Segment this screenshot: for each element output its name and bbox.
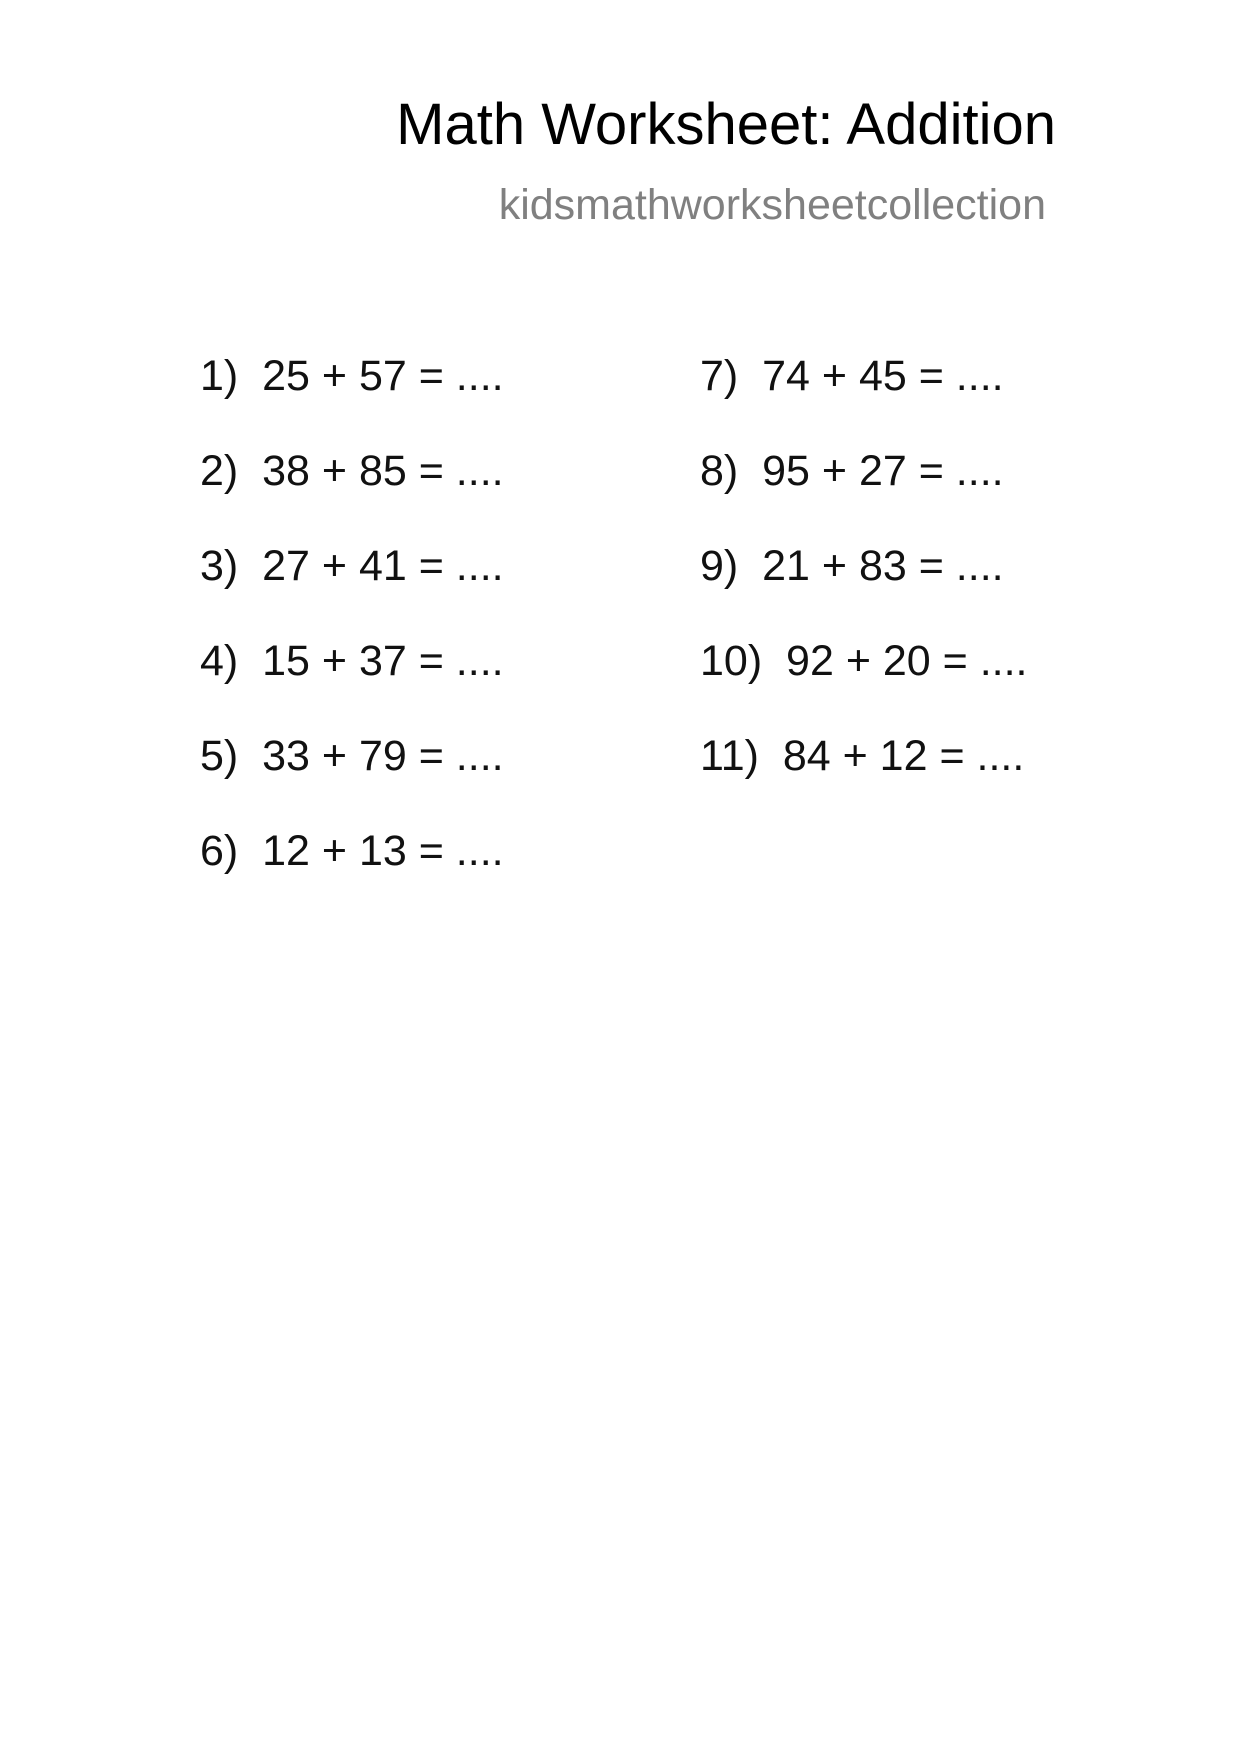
problem-item: 1) 25 + 57 = ....: [200, 352, 504, 400]
problem-item: 3) 27 + 41 = ....: [200, 542, 504, 590]
problem-column-right: [700, 352, 1028, 830]
problem-item: 8) 95 + 27 = ....: [700, 447, 1004, 495]
problem-item: 6) 12 + 13 = ....: [200, 827, 504, 875]
worksheet-source: kidsmathworksheetcollection: [498, 181, 1046, 229]
worksheet-title: Math Worksheet: Addition: [396, 92, 1056, 157]
problem-item: 5) 33 + 79 = ....: [200, 732, 504, 780]
problem-item: 2) 38 + 85 = ....: [200, 447, 504, 495]
problem-column-left: [200, 352, 504, 925]
problem-item: 9) 21 + 83 = ....: [700, 542, 1004, 590]
problem-item: 10) 92 + 20 = ....: [700, 637, 1028, 685]
problem-item: 4) 15 + 37 = ....: [200, 637, 504, 685]
problem-item: 11) 84 + 12 = ....: [700, 732, 1025, 780]
problem-item: 7) 74 + 45 = ....: [700, 352, 1004, 400]
